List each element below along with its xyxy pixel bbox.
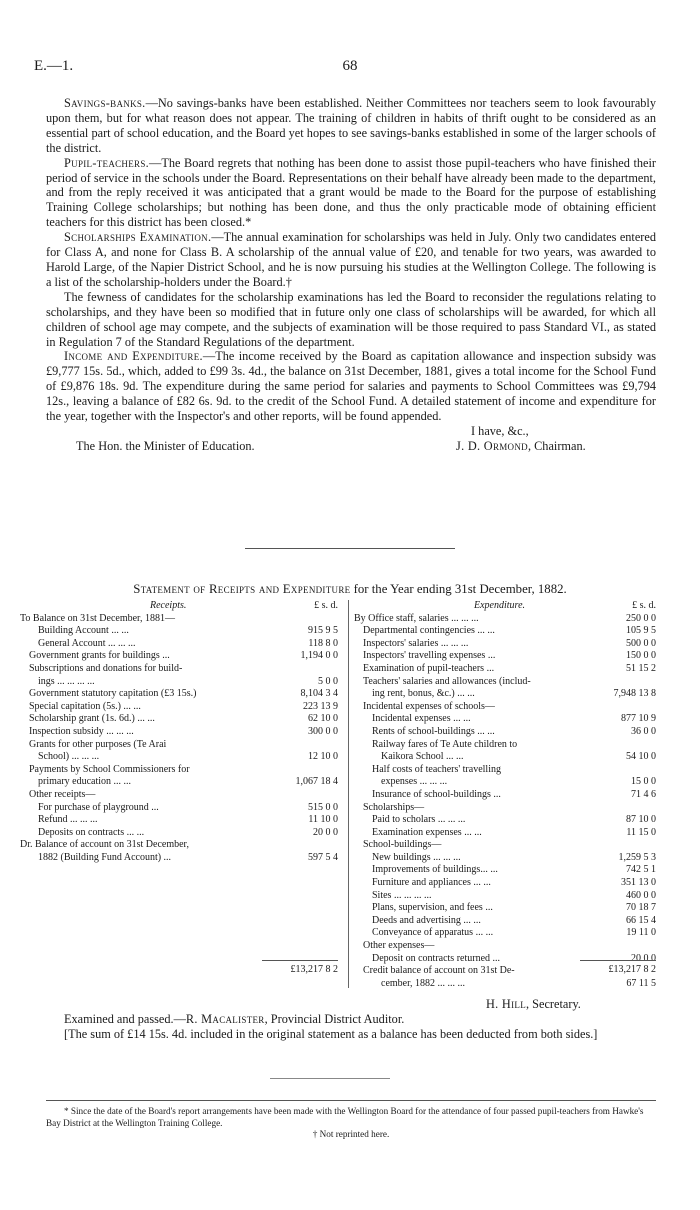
line-label: Deposit on contracts returned ... [372,952,501,964]
line-label: Deeds and advertising ... ... [372,914,481,926]
page-number: 68 [342,58,358,74]
line-amount: 1,194 0 0 [300,650,338,662]
line-label: School-buildings— [363,839,442,851]
line-label: General Account ... ... ... [38,637,136,649]
statement-title-caps: Statement of Receipts and Expenditure [133,582,351,596]
line-amount: 5 0 0 [318,675,338,687]
column-divider [348,600,349,988]
receipts-heading: Receipts. [150,600,187,611]
receipts-row [20,625,344,638]
line-label: Incidental expenses ... ... [372,713,471,725]
currency-header: £ s. d. [632,600,656,611]
line-label: ings ... ... ... ... [38,675,95,687]
receipts-row [20,701,344,714]
line-label: Half costs of teachers' travelling [372,763,501,775]
secretary-title: , Secretary. [526,997,581,1011]
signature-row [46,439,656,454]
line-amount: 87 10 0 [626,814,656,826]
paragraph-text: —The annual examination for scholarships was held in July. Only two candidates entered for Class A, and none for Class B. A scholarship of the annual value of £20, and tenable for two years, was awarded to Harold Large, of the Napier District School, and he is now pursuing his studies at the Wellington College. The following is a list of the scholarship-holders under the Board.† [46,230,657,289]
secretary-line [46,997,656,1012]
receipts-row [20,663,344,676]
expenditure-total-row [354,964,658,977]
line-amount: 223 13 9 [303,700,338,712]
auditor-title: , Provincial District Auditor. [264,1012,405,1026]
line-label: Scholarships— [363,801,425,813]
expenditure-row [354,915,658,928]
expenditure-row [354,890,658,903]
paragraph-text: —No savings-banks have been established. Neither Committees nor teachers seem to look favourably upon them, but for what reason does not appear. The training of children in habits of thrift ought to be considered as an essential part of school education, and the Board yet hopes to see savings-banks established in some of the larger schools of the district. [46,96,656,155]
line-label: cember, 1882 ... ... ... [381,977,466,989]
page-header [34,58,666,78]
paragraph-text: —The income received by the Board as capitation allowance and inspection subsidy was £9,777 15s. 5d., which, added to £99 3s. 4d., the balance on 31st December, 1881, gives a total income for the School Fund of £9,876 18s. 9d. The expenditure during the same period for salaries and payments to School Committees was £9,794 12s., leaving a balance of £82 6s. 9d. to the credit of the School Fund. A detailed statement of income and expenditure for the year, together with the Inspector's and other reports, will be found appended. [46,349,656,424]
paragraph-heading: Pupil-teachers. [64,155,150,170]
line-label: Credit balance of account on 31st De- [363,965,515,977]
short-divider [270,1078,390,1079]
paragraph-text: —The Board regrets that nothing has been done to assist those pupil-teachers who have finished their period of service in the schools under the Board. Representations on their behalf have already been made to the department, and from the reply received it was anticipated that a grant would be made to the Board for the purpose of establishing Training College scholarships; but nothing has been done, and thus the only practicable mode of obtaining efficient teachers for this district has been closed.* [46,155,656,230]
line-amount: 250 0 0 [626,612,656,624]
line-amount: 62 10 0 [308,713,338,725]
line-amount: 150 0 0 [626,650,656,662]
statement-title [0,582,700,597]
line-label: Government grants for buildings ... [29,650,170,662]
expenditure-row [354,688,658,701]
receipts-row [20,739,344,752]
line-amount: 105 9 5 [626,625,656,637]
expenditure-row [354,827,658,840]
signer-name: J. D. Ormond [456,438,528,453]
paragraph-regulations [46,290,656,350]
line-amount: 54 10 0 [626,751,656,763]
expenditure-row [354,927,658,940]
line-amount: 71 4 6 [631,788,656,800]
footnote-rule [46,1100,656,1101]
line-amount: 515 0 0 [308,801,338,813]
statement-footer [46,997,656,1042]
line-label: Inspectors' salaries ... ... ... [363,637,469,649]
line-amount: 500 0 0 [626,637,656,649]
line-label: Teachers' salaries and allowances (includ- [363,675,531,687]
statement-title-rest: for the Year ending 31st December, 1882. [350,582,567,596]
auditor-prefix: Examined and passed.— [64,1012,186,1026]
paragraph-scholarships [46,230,656,290]
receipts-row [20,676,344,689]
paragraph-heading: Savings-banks. [64,96,146,110]
line-label: Examination expenses ... ... [372,826,482,838]
closing-row [46,424,656,439]
line-amount: 460 0 0 [626,889,656,901]
receipts-row [20,802,344,815]
expenditure-row [354,839,658,852]
receipts-total-row [20,964,344,977]
adjustment-note: [The sum of £14 15s. 4d. included in the original statement as a balance has been deducted from both sides.] [64,1027,598,1041]
line-amount: 12 10 0 [308,751,338,763]
line-label: Plans, supervision, and fees ... [372,902,493,914]
report-body [46,96,656,454]
line-amount: 36 0 0 [631,725,656,737]
expenditure-row [354,789,658,802]
expenditure-row [354,877,658,890]
line-label: Other receipts— [29,788,96,800]
paragraph-savings-banks [46,96,656,156]
line-label: Grants for other purposes (Te Arai [29,738,167,750]
line-label: ing rent, bonus, &c.) ... ... [372,688,475,700]
expenditure-row [354,776,658,789]
expenditure-row [354,726,658,739]
line-amount: 118 8 0 [308,637,338,649]
line-label: Incidental expenses of schools— [363,700,495,712]
line-amount: 20 0 0 [313,826,338,838]
receipts-row [20,713,344,726]
receipts-row [20,789,344,802]
line-label: Special capitation (5s.) ... ... [29,700,141,712]
addressee: The Hon. the Minister of Education. [76,438,255,453]
paragraph-heading: Income and Expenditure. [64,349,203,364]
line-label: expenses ... ... ... [381,776,448,788]
expenditure-row [354,638,658,651]
paragraph-pupil-teachers [46,156,656,231]
line-label: Payments by School Commissioners for [29,763,190,775]
line-amount: 8,104 3 4 [300,688,338,700]
line-label: Examination of pupil-teachers ... [363,662,495,674]
footnotes [46,1106,656,1141]
line-label: Sites ... ... ... ... [372,889,432,901]
expenditure-header-row [354,600,658,613]
line-amount: 877 10 9 [621,713,656,725]
closing: I have, &c., [471,423,529,438]
expenditure-row [354,814,658,827]
auditor-line [46,1012,656,1027]
signer-title: , Chairman. [527,438,586,453]
line-label: To Balance on 31st December, 1881— [20,612,175,624]
line-label: Inspection subsidy ... ... ... [29,725,134,737]
report-reference: E.—1. [34,58,74,74]
paragraph-text: The fewness of candidates for the scholarship examinations has led the Board to reconsider the regulations relating to scholarships, and they have been so modified that in future only one class of scholarships will be awarded, for which all children of school age may compete, and the subjects of examination will be those required to pass Standard VI., as stated in Regulation 7 of the Standard Regulations of the department. [46,289,656,349]
line-label: Conveyance of apparatus ... ... [372,927,494,939]
receipts-row [20,764,344,777]
auditor-name: R. Macalister [185,1012,265,1026]
line-amount: 742 5 1 [626,864,656,876]
line-label: 1882 (Building Fund Account) ... [38,851,172,863]
receipts-row [20,814,344,827]
line-label: Improvements of buildings... ... [372,864,498,876]
expenditure-row [354,663,658,676]
line-label: Inspectors' travelling expenses ... [363,650,496,662]
line-amount: 915 9 5 [308,625,338,637]
expenditure-row [354,764,658,777]
expenditure-row [354,940,658,953]
receipts-row [20,688,344,701]
line-label: Railway fares of Te Aute children to [372,738,518,750]
secretary-name: H. Hill [486,997,527,1011]
receipts-header-row [20,600,344,613]
expenditure-row [354,701,658,714]
line-amount: 11 15 0 [626,826,656,838]
paragraph-heading: Scholarships Examination. [64,230,212,245]
expenditure-heading: Expenditure. [474,600,526,611]
line-label: Dr. Balance of account on 31st December, [20,839,189,851]
receipts-row [20,827,344,840]
line-label: Kaikora School ... ... [381,751,464,763]
paragraph-income [46,349,656,424]
line-label: Paid to scholars ... ... ... [372,814,466,826]
expenditure-row [354,864,658,877]
expenditure-row [354,751,658,764]
line-label: By Office staff, salaries ... ... ... [354,612,479,624]
expenditure-row [354,739,658,752]
receipts-total: £13,217 8 2 [290,964,338,975]
line-amount: 67 11 5 [626,977,656,989]
expenditure-row [354,613,658,626]
currency-header: £ s. d. [314,600,338,611]
expenditure-row [354,802,658,815]
expenditure-column [354,600,658,990]
line-label: For purchase of playground ... [38,801,159,813]
line-amount: 7,948 13 8 [613,688,656,700]
expenditure-total-rule [580,960,656,961]
line-amount: 11 10 0 [308,814,338,826]
line-label: New buildings ... ... ... [372,851,461,863]
expenditure-row [354,650,658,663]
line-amount: 15 0 0 [631,776,656,788]
footnote-2: † Not reprinted here. [312,1129,390,1139]
line-label: Refund ... ... ... [38,814,98,826]
expenditure-row [354,902,658,915]
expenditure-row [354,713,658,726]
receipts-row [20,726,344,739]
line-amount: 66 15 4 [626,914,656,926]
section-divider [245,548,455,549]
receipts-row [20,839,344,852]
expenditure-row [354,625,658,638]
receipts-row [20,650,344,663]
line-label: Furniture and appliances ... ... [372,877,491,889]
line-label: Departmental contingencies ... ... [363,625,495,637]
expenditure-row [354,676,658,689]
receipts-row [20,751,344,764]
receipts-row [20,852,344,865]
line-label: Insurance of school-buildings ... [372,788,501,800]
expenditure-total: £13,217 8 2 [608,964,656,975]
line-amount: 20 0 0 [631,952,656,964]
line-label: Building Account ... ... [38,625,129,637]
receipts-row [20,638,344,651]
line-amount: 51 15 2 [626,662,656,674]
line-amount: 1,259 5 3 [618,851,656,863]
line-label: primary education ... ... [38,776,132,788]
line-amount: 1,067 18 4 [295,776,338,788]
line-label: Deposits on contracts ... ... [38,826,145,838]
line-label: Subscriptions and donations for build- [29,662,183,674]
expenditure-row [354,978,658,991]
line-label: Rents of school-buildings ... ... [372,725,495,737]
line-amount: 19 11 0 [626,927,656,939]
receipts-column [20,600,344,864]
line-label: Scholarship grant (1s. 6d.) ... ... [29,713,155,725]
receipts-row [20,776,344,789]
line-label: Other expenses— [363,940,435,952]
line-amount: 597 5 4 [308,851,338,863]
line-label: School) ... ... ... [38,751,100,763]
expenditure-row [354,852,658,865]
receipts-total-rule [262,960,338,961]
line-amount: 300 0 0 [308,725,338,737]
receipts-row [20,613,344,626]
signature [456,439,586,454]
line-amount: 70 18 7 [626,902,656,914]
line-label: Government statutory capitation (£3 15s.) [29,688,197,700]
line-amount: 351 13 0 [621,877,656,889]
footnote-1: * Since the date of the Board's report arrangements have been made with the Wellington Board for the attendance of four passed pupil-teachers from Hawke's Bay District at the Wellington Training College. [46,1106,644,1128]
